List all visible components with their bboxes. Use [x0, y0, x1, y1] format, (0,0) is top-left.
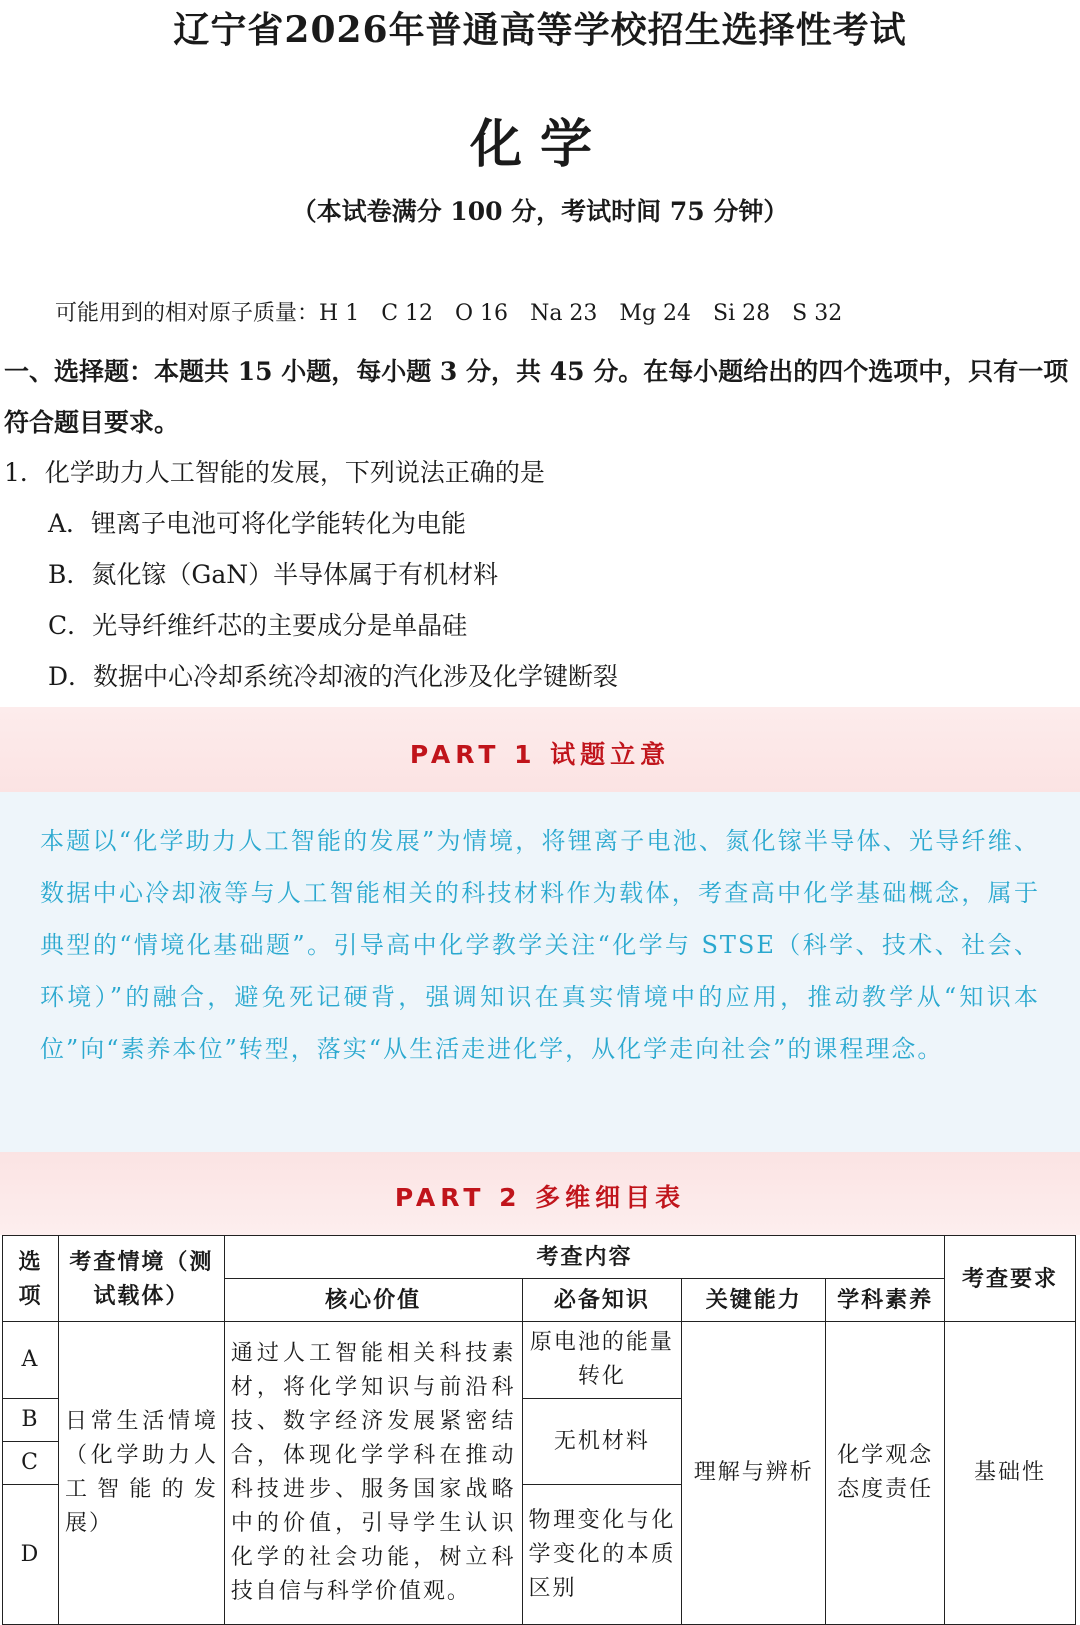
- subject-title: 化学: [469, 114, 610, 175]
- option-b: B．氮化镓（GaN）半导体属于有机材料: [48, 560, 499, 589]
- context-cell: 日常生活情境（化学助力人工智能的发展）: [58, 1322, 224, 1625]
- part2-title: PART 2 多维细目表: [394, 1183, 686, 1212]
- header-content: 考查内容: [224, 1236, 944, 1279]
- part1-title: PART 1 试题立意: [409, 740, 671, 769]
- header-option: 选项: [3, 1236, 59, 1322]
- section-heading: 一、选择题：本题共 15 小题，每小题 3 分，共 45 分。在每小题给出的四个选项中，只有一项符合题目要求。: [4, 357, 1069, 437]
- row-option-b: B: [3, 1399, 59, 1442]
- header-ability: 关键能力: [682, 1279, 826, 1322]
- atomic-masses: [55, 296, 864, 327]
- option-c: C．光导纤维纤芯的主要成分是单晶硅: [48, 611, 468, 640]
- mass-item: Si 28: [713, 301, 771, 326]
- row-option-c: C: [3, 1442, 59, 1485]
- mass-item: H 1: [319, 301, 360, 326]
- option-d: D．数据中心冷却系统冷却液的汽化涉及化学键断裂: [48, 662, 619, 691]
- header-context: 考查情境（测试载体）: [58, 1236, 224, 1322]
- requirement-cell: 基础性: [945, 1322, 1076, 1625]
- exam-title: 辽宁省2026年普通高等学校招生选择性考试: [173, 9, 907, 51]
- header-knowledge: 必备知识: [522, 1279, 682, 1322]
- detail-table: [2, 1235, 1076, 1625]
- mass-item: C 12: [381, 301, 434, 326]
- option-a: A．锂离子电池可将化学能转化为电能: [48, 509, 467, 538]
- row-option-d: D: [3, 1485, 59, 1625]
- exam-note: （本试卷满分 100 分，考试时间 75 分钟）: [291, 197, 789, 226]
- row-option-a: A: [3, 1322, 59, 1399]
- literacy-cell: 化学观念态度责任: [826, 1322, 945, 1625]
- core-value-cell: 通过人工智能相关科技素材，将化学知识与前沿科技、数字经济发展紧密结合，体现化学学科在推动科技进步、服务国家战略中的价值，引导学生认识化学的社会功能，树立科技自信与科学价值观。: [224, 1322, 522, 1625]
- mass-item: O 16: [455, 301, 509, 326]
- part1-text: 本题以“化学助力人工智能的发展”为情境，将锂离子电池、氮化镓半导体、光导纤维、数据中心冷却液等与人工智能相关的科技材料作为载体，考查高中化学基础概念，属于典型的“情境化基础题”。引导高中化学教学关注“化学与 STSE（科学、技术、社会、环境）”的融合，避免死记硬背，强调知识在真实情境中的应用，推动教学从“知识本位”向“素养本位”转型，落实“从生活走进化学，从化学走向社会”的课程理念。: [40, 827, 1040, 1063]
- header-core-value: 核心价值: [224, 1279, 522, 1322]
- atomic-masses-label: 可能用到的相对原子质量：: [55, 301, 320, 326]
- header-literacy: 学科素养: [826, 1279, 945, 1322]
- knowledge-cell-a: 原电池的能量转化: [522, 1322, 682, 1399]
- ability-cell: 理解与辨析: [682, 1322, 826, 1625]
- mass-item: S 32: [792, 301, 843, 326]
- mass-item: Na 23: [530, 301, 598, 326]
- mass-item: Mg 24: [619, 301, 692, 326]
- knowledge-cell-bc: 无机材料: [522, 1399, 682, 1485]
- knowledge-cell-d: 物理变化与化学变化的本质区别: [522, 1485, 682, 1625]
- question-stem: 1．化学助力人工智能的发展，下列说法正确的是: [4, 458, 545, 487]
- header-requirement: 考查要求: [945, 1236, 1076, 1322]
